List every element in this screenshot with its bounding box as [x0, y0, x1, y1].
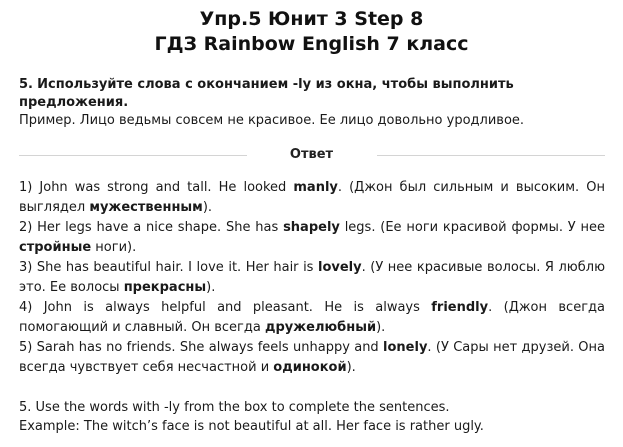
answer-item-1 — [19, 178, 605, 218]
answer-item-5 — [19, 338, 605, 378]
answer-ru-word: прекрасны — [123, 280, 207, 295]
answer-ru-word: дружелюбный — [264, 320, 377, 335]
page-title-line-2: ГДЗ Rainbow English 7 класс — [154, 33, 469, 55]
answer-translation: . (У нее красивые волосы. Я люблю это. Ее волосы — [19, 260, 606, 295]
page-title-line-1: Упр.5 Юнит 3 Step 8 — [199, 8, 424, 30]
answer-word: friendly — [431, 300, 489, 315]
answer-heading: Ответ — [289, 147, 334, 162]
answer-ru-word: одинокой — [273, 360, 347, 375]
answer-text: 3) She has beautiful hair. I love it. Her hair is — [19, 260, 318, 275]
task-example: Пример. Лицо ведьмы совсем не красивое. Ее лицо довольно уродливое. — [19, 113, 525, 128]
english-task-block — [19, 398, 605, 436]
answer-translation: legs. (Ее ноги красивой формы. У нее — [339, 220, 605, 235]
answer-list — [19, 178, 605, 378]
task-instruction-text: Используйте слова с окончанием -ly из окна, чтобы выполнить предложения. — [19, 77, 514, 110]
english-task-instruction: 5. Use the words with -ly from the box to complete the sentences. — [19, 400, 450, 415]
answer-text: 4) John is always helpful and pleasant. He is always — [19, 300, 432, 315]
answer-ru-word: мужественным — [89, 200, 203, 215]
answer-word: manly — [293, 180, 338, 195]
answer-tail: ноги). — [91, 240, 137, 255]
answer-tail: ). — [376, 320, 386, 335]
task-block — [19, 76, 605, 130]
answer-text: 2) Her legs have a nice shape. She has — [19, 220, 284, 235]
answer-item-4 — [19, 298, 605, 338]
answer-tail: ). — [346, 360, 356, 375]
answer-translation: . (Джон всегда помогающий и славный. Он всегда — [19, 300, 605, 335]
answer-word: shapely — [283, 220, 340, 235]
answer-word: lonely — [383, 340, 428, 355]
answer-text: 1) John was strong and tall. He looked — [19, 180, 294, 195]
task-number: 5. — [19, 77, 33, 92]
answer-ru-word: стройные — [19, 240, 92, 255]
answer-tail: ). — [202, 200, 213, 215]
answer-translation: . (У Сары нет друзей. Она всегда чувствует себя несчастной и — [19, 340, 605, 375]
answer-item-3 — [19, 258, 605, 298]
english-task-example: Example: The witch’s face is not beautiful at all. Her face is rather ugly. — [19, 419, 484, 434]
answer-text: 5) Sarah has no friends. She always feels unhappy and — [19, 340, 384, 355]
answer-tail: ). — [206, 280, 216, 295]
answer-word: lovely — [318, 260, 362, 275]
answer-translation: . (Джон был сильным и высоким. Он выглядел — [19, 180, 605, 215]
answer-item-2 — [19, 218, 605, 258]
task-instruction — [19, 76, 605, 112]
